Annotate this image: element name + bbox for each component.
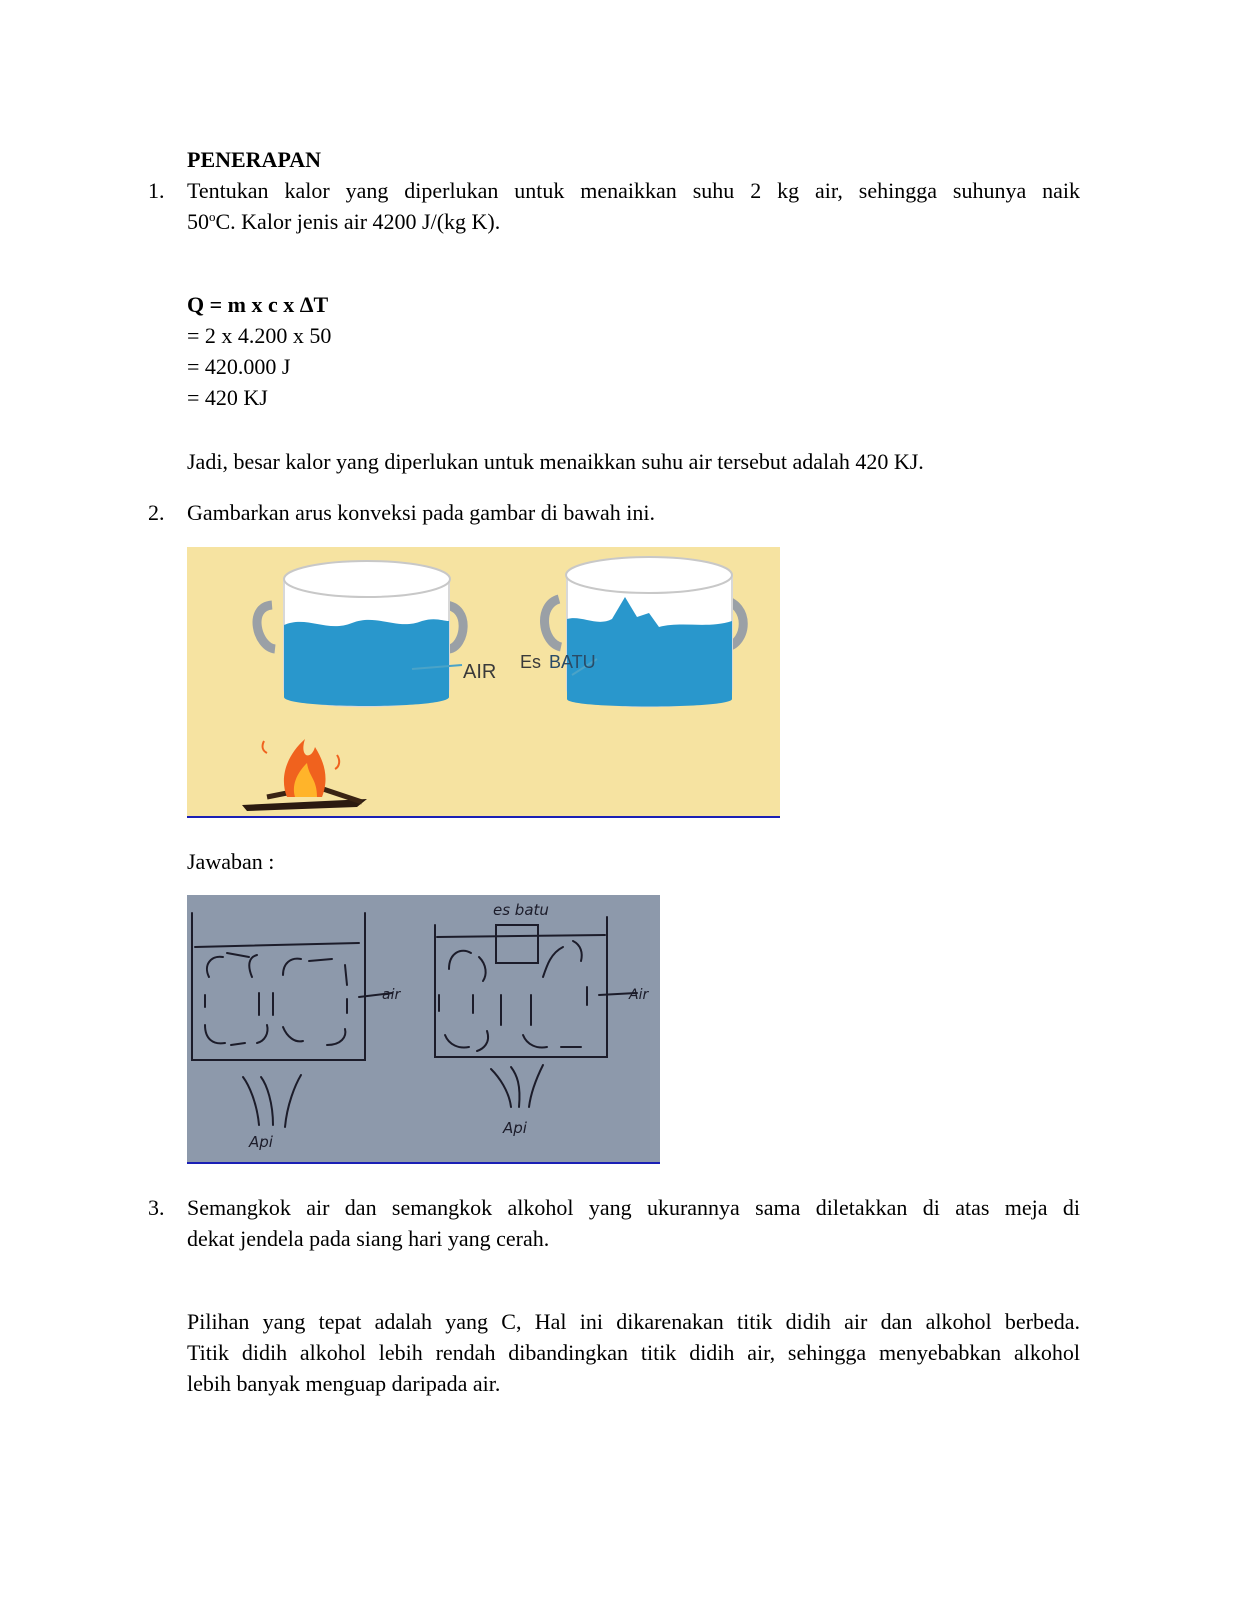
question-3-answer-line-3: lebih banyak menguap daripada air. xyxy=(187,1371,501,1396)
calculation-step-3: = 420 KJ xyxy=(187,385,268,410)
convection-answer-sketch xyxy=(187,895,660,1164)
label-air-left: air xyxy=(382,987,401,1003)
label-air: AIR xyxy=(463,661,497,683)
question-1-line-2: 50$^o$C. Kalor jenis air 4200 J/(kg K). xyxy=(187,209,501,234)
question-1-line-1: Tentukan kalor yang diperlukan untuk menaikkan suhu 2 kg air, sehingga suhunya naik xyxy=(187,178,1080,203)
question-3-answer-line-1: Pilihan yang tepat adalah yang C, Hal ini dikarenakan titik didih air dan alkohol berbeda. xyxy=(187,1309,1080,1334)
label-api-left: Api xyxy=(249,1133,273,1151)
question-2-number: 2. xyxy=(148,500,165,525)
pots-illustration xyxy=(187,547,780,816)
question-2-text: Gambarkan arus konveksi pada gambar di bawah ini. xyxy=(187,500,655,525)
convection-question-figure xyxy=(187,547,780,818)
calculation-step-2: = 420.000 J xyxy=(187,354,291,379)
answer-label: Jawaban : xyxy=(187,849,275,874)
calculation-step-1: = 2 x 4.200 x 50 xyxy=(187,323,332,348)
label-api-right: Api xyxy=(503,1119,527,1137)
label-batu: BATU xyxy=(549,652,596,672)
formula: Q = m x c x ΔT xyxy=(187,292,329,317)
question-3-number: 3. xyxy=(148,1195,165,1220)
question-3-answer-line-2: Titik didih alkohol lebih rendah dibandingkan titik didih air, sehingga menyebabkan alkohol xyxy=(187,1340,1080,1365)
question-1-conclusion: Jadi, besar kalor yang diperlukan untuk menaikkan suhu air tersebut adalah 420 KJ. xyxy=(187,449,924,474)
section-heading: PENERAPAN xyxy=(187,147,322,172)
right-pot xyxy=(545,557,744,707)
question-3-line-1: Semangkok air dan semangkok alkohol yang ukurannya sama diletakkan di atas meja di xyxy=(187,1195,1080,1220)
label-es: Es xyxy=(520,652,542,672)
left-pot xyxy=(257,561,463,706)
hand-drawn-sketch xyxy=(187,895,660,1162)
question-1-number: 1. xyxy=(148,178,165,203)
question-3-line-2: dekat jendela pada siang hari yang cerah. xyxy=(187,1226,550,1251)
label-air-right: Air xyxy=(629,987,649,1003)
figure-underline xyxy=(187,816,780,818)
label-es-batu: es batu xyxy=(493,901,549,919)
figure-underline xyxy=(187,1162,660,1164)
